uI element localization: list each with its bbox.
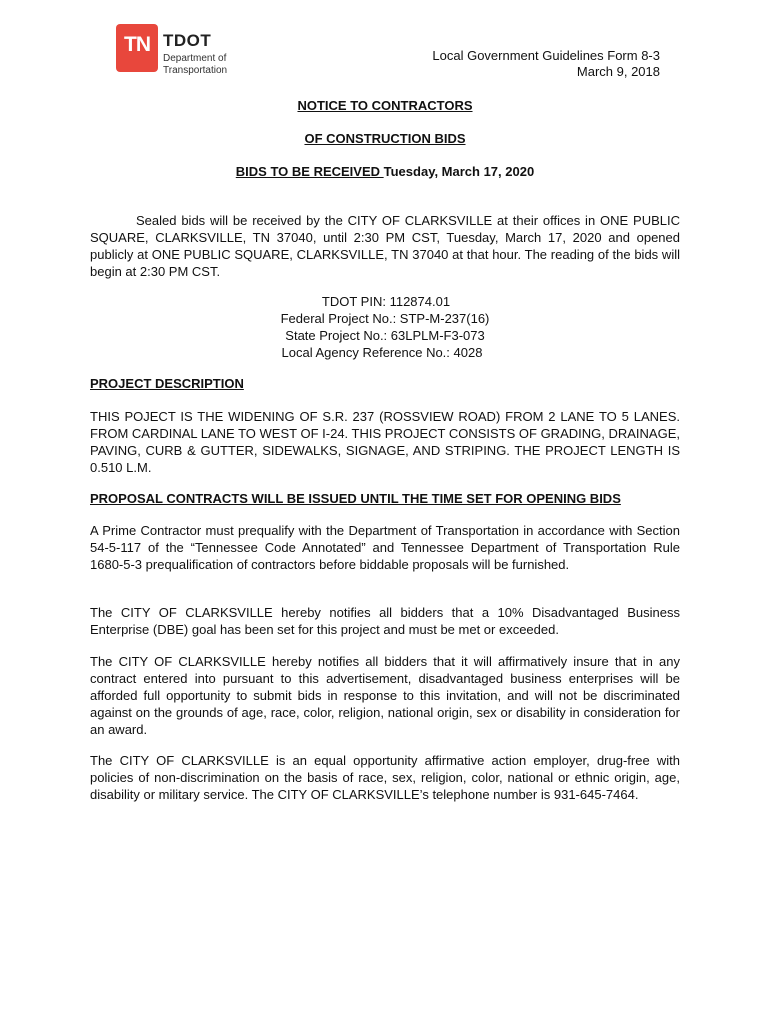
- federal-project-no: Federal Project No.: STP-M-237(16): [280, 311, 490, 326]
- logo-badge-text: TN: [124, 33, 150, 56]
- tn-badge-icon: [116, 24, 158, 72]
- bids-received-line: [0, 164, 770, 179]
- bids-received-date: Tuesday, March 17, 2020: [383, 164, 535, 179]
- intro-paragraph: Sealed bids will be received by the CITY OF CLARKSVILLE at their offices in ONE PUBLIC SQUARE, CLARKSVILLE, TN 37040, until 2:30 PM CST, Tuesday, March 17, 2020 and opened publicly at ONE PUBLIC SQUARE, CLARKSVILLE, TN 37040 at that hour. The reading of the bids will begin at 2:30 PM CST.: [90, 213, 680, 279]
- nondiscrimination-paragraph: The CITY OF CLARKSVILLE hereby notifies all bidders that it will affirmatively insure that in any contract entered into pursuant to this advertisement, disadvantaged business enterprises will be afforded full opportunity to submit bids in response to this invitation, and will not be discriminated against on the grounds of age, race, color, religion, national origin, sex or disability in consideration for an award.: [90, 654, 680, 737]
- bids-received-label: BIDS TO BE RECEIVED: [235, 164, 384, 179]
- form-number: Local Government Guidelines Form 8-3: [432, 48, 660, 63]
- project-description-text: THIS POJECT IS THE WIDENING OF S.R. 237 (ROSSVIEW ROAD) FROM 2 LANE TO 5 LANES. FROM CARDINAL LANE TO WEST OF I-24. THIS PROJECT CONSISTS OF GRADING, DRAINAGE, PAVING, CURB & GUTTER, SIDEWALKS, SIGNAGE, AND STRIPING. THE PROJECT LENGTH IS 0.510 L.M.: [90, 409, 680, 475]
- state-project-no: State Project No.: 63LPLM-F3-073: [285, 328, 485, 343]
- form-date: March 9, 2018: [576, 64, 660, 79]
- tdot-logo: [116, 24, 246, 76]
- prequalification-paragraph: A Prime Contractor must prequalify with the Department of Transportation in accordance with Section 54-5-117 of the “Tennessee Code Annotated” and Tennessee Department of Transportation Rule 1680-5-3 prequalification of contractors before biddable proposals will be furnished.: [90, 523, 680, 572]
- notice-title: NOTICE TO CONTRACTORS: [297, 98, 473, 113]
- logo-subtitle-line2: Transportation: [163, 65, 228, 76]
- eeo-paragraph: The CITY OF CLARKSVILLE is an equal opportunity affirmative action employer, drug-free with policies of non-discrimination on the basis of race, sex, religion, color, national or ethnic origin, age, disability or military service. The CITY OF CLARKSVILLE’s telephone number is 931-645-7464.: [90, 753, 680, 802]
- logo-subtitle-line1: Department of: [163, 53, 227, 64]
- local-agency-reference: Local Agency Reference No.: 4028: [281, 345, 483, 360]
- dbe-paragraph: The CITY OF CLARKSVILLE hereby notifies all bidders that a 10% Disadvantaged Business Enterprise (DBE) goal has been set for this project and must be met or exceeded.: [90, 605, 680, 637]
- construction-bids-title: OF CONSTRUCTION BIDS: [304, 131, 466, 146]
- logo-name: TDOT: [163, 31, 212, 50]
- project-description-heading: PROJECT DESCRIPTION: [90, 376, 244, 391]
- project-references: [0, 293, 770, 361]
- tdot-pin: TDOT PIN: 112874.01: [321, 294, 451, 309]
- proposal-contracts-heading: PROPOSAL CONTRACTS WILL BE ISSUED UNTIL THE TIME SET FOR OPENING BIDS: [90, 491, 621, 506]
- form-header: [432, 48, 660, 80]
